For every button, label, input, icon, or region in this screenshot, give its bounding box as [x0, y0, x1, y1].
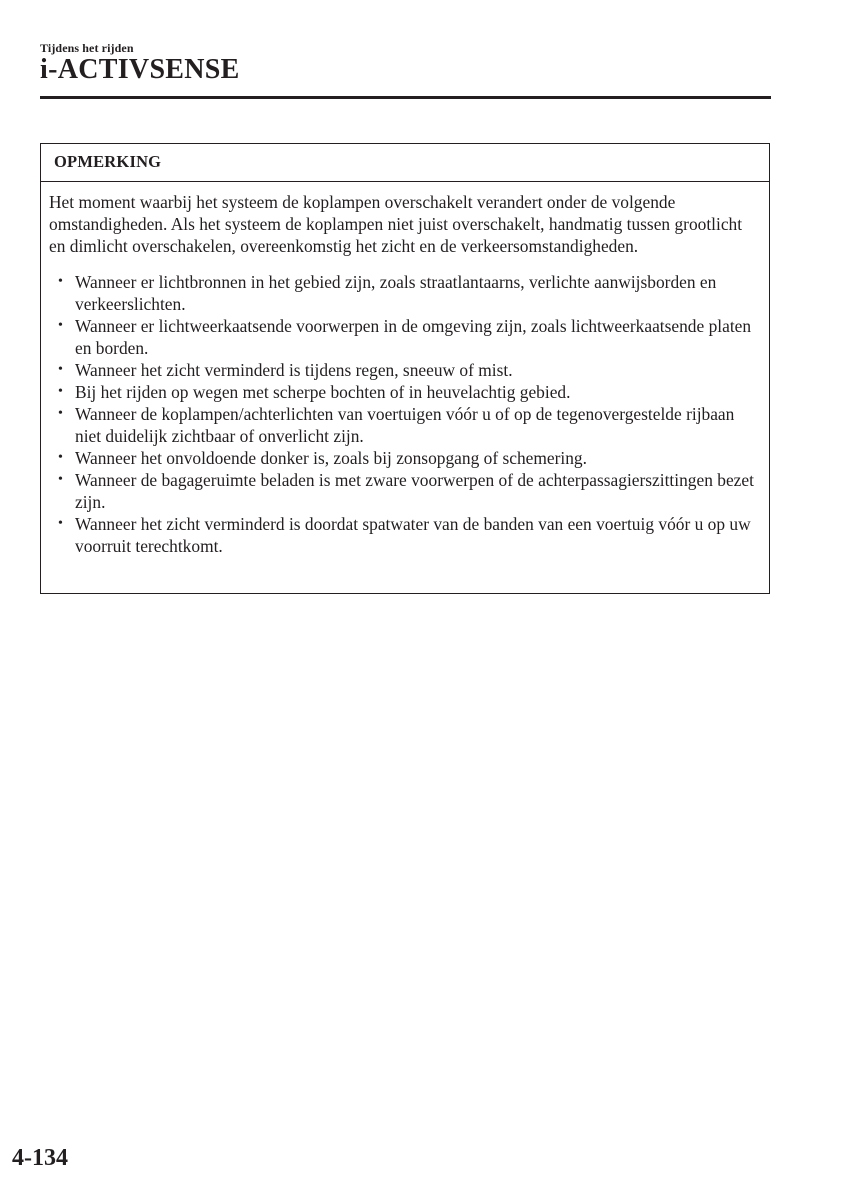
- list-item-text: Wanneer de bagageruimte beladen is met zware voorwerpen of de achterpassagierszittingen bezet zijn.: [75, 470, 754, 512]
- list-item: [49, 469, 759, 513]
- bullet-icon: •: [58, 362, 63, 377]
- note-list: [49, 271, 759, 557]
- list-item-text: Wanneer het zicht verminderd is tijdens regen, sneeuw of mist.: [75, 360, 513, 380]
- list-item-text: Wanneer er lichtbronnen in het gebied zijn, zoals straatlantaarns, verlichte aanwijsborden en verkeerslichten.: [75, 272, 717, 314]
- header-divider: [40, 96, 771, 99]
- bullet-icon: •: [58, 274, 63, 289]
- bullet-icon: •: [58, 406, 63, 421]
- bullet-icon: •: [58, 516, 63, 531]
- list-item: [49, 315, 759, 359]
- list-item: [49, 359, 759, 381]
- bullet-icon: •: [58, 472, 63, 487]
- list-item: [49, 381, 759, 403]
- list-item-text: Wanneer het onvoldoende donker is, zoals bij zonsopgang of schemering.: [75, 448, 587, 468]
- list-item: [49, 271, 759, 315]
- note-box: [40, 143, 770, 594]
- page-title: i-ACTIVSENSE: [40, 54, 240, 85]
- page-number: 4-134: [12, 1145, 68, 1171]
- list-item-text: Wanneer het zicht verminderd is doordat spatwater van de banden van een voertuig vóór u op uw voorruit terechtkomt.: [75, 514, 751, 556]
- bullet-icon: •: [58, 384, 63, 399]
- list-item: [49, 403, 759, 447]
- list-item: [49, 513, 759, 557]
- section-label: Tijdens het rijden: [40, 41, 134, 55]
- note-body: [41, 182, 769, 557]
- list-item: [49, 447, 759, 469]
- note-heading: OPMERKING: [41, 144, 769, 182]
- bullet-icon: •: [58, 318, 63, 333]
- note-intro: Het moment waarbij het systeem de koplampen overschakelt verandert onder de volgende omstandigheden. Als het systeem de koplampen niet juist overschakelt, handmatig tussen grootlicht en dimlicht overschakelen, overeenkomstig het zicht en de verkeersomstandigheden.: [49, 192, 743, 256]
- list-item-text: Wanneer er lichtweerkaatsende voorwerpen in de omgeving zijn, zoals lichtweerkaatsende platen en borden.: [75, 316, 752, 358]
- bullet-icon: •: [58, 450, 63, 465]
- list-item-text: Wanneer de koplampen/achterlichten van voertuigen vóór u of op de tegenovergestelde rijbaan niet duidelijk zichtbaar of onverlicht zijn.: [75, 404, 735, 446]
- list-item-text: Bij het rijden op wegen met scherpe bochten of in heuvelachtig gebied.: [75, 382, 571, 402]
